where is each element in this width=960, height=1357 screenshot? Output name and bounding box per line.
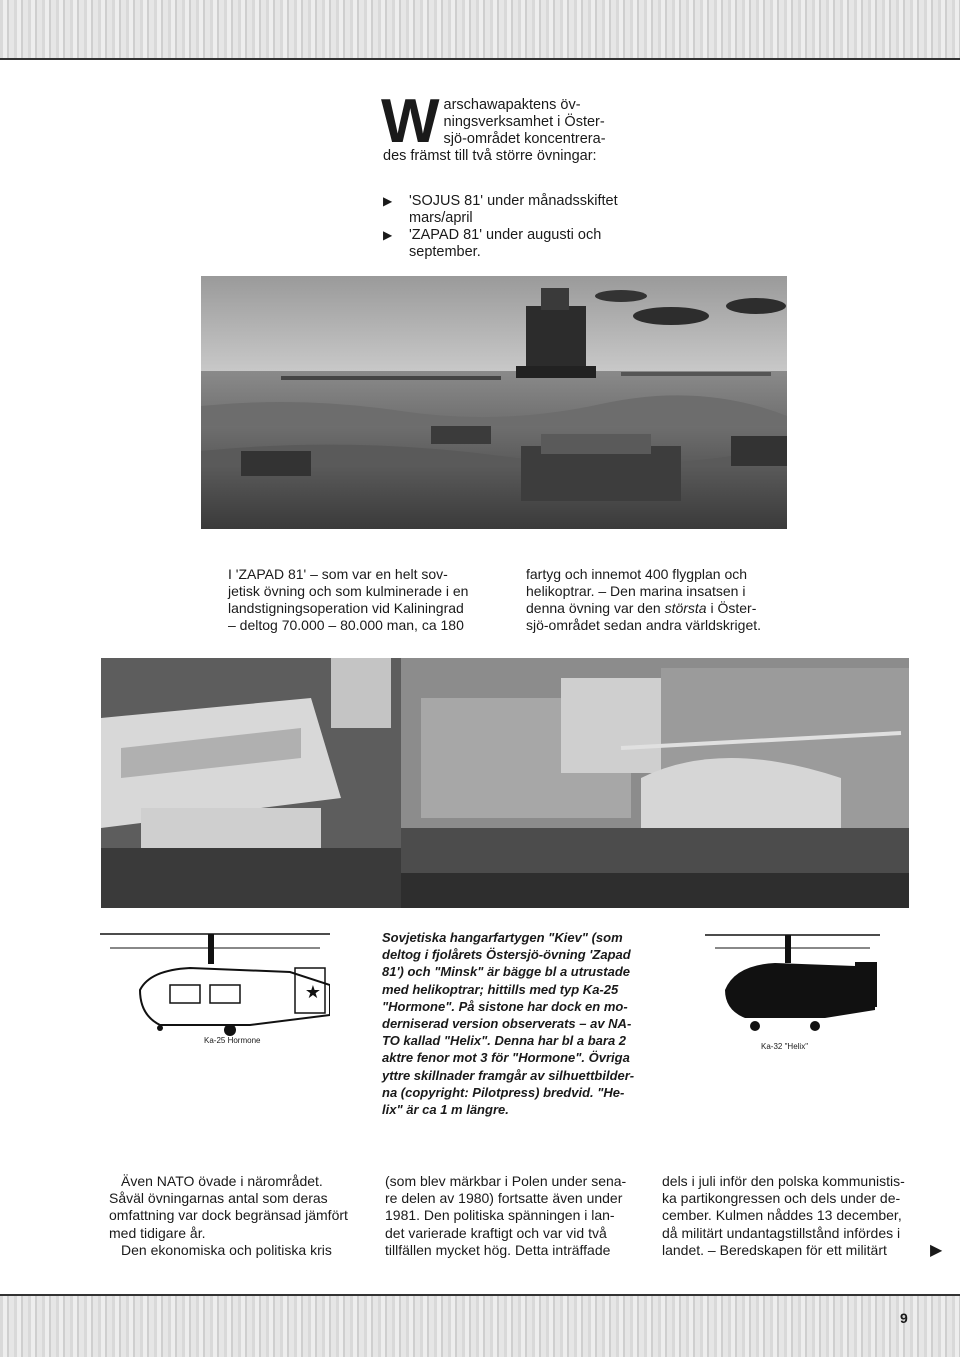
text-line: 1981. Den politiska spänningen i lan- <box>385 1207 615 1224</box>
bullet-icon: ▶ <box>383 228 393 242</box>
caption-line: deltog i fjolårets Östersjö-övning 'Zapad <box>382 947 631 963</box>
text-run: i Öster- <box>706 600 757 616</box>
intro-line: des främst till två större övningar: <box>383 148 597 164</box>
list-item-line: 'ZAPAD 81' under augusti och <box>409 227 602 243</box>
text-line: då militärt undantagstillstånd infördes i <box>662 1224 901 1241</box>
text-line: Såväl övningarnas antal som deras <box>109 1190 328 1207</box>
page-number: 9 <box>900 1310 908 1326</box>
text-line: Även NATO övade i närområdet. <box>121 1173 323 1189</box>
list-item <box>383 193 663 227</box>
text-line: landstigningsoperation vid Kaliningrad <box>228 600 464 616</box>
text-line: sjö-området sedan andra världskriget. <box>526 617 762 633</box>
body-column-2 <box>385 1173 630 1259</box>
ka32-silhouette <box>705 930 880 1060</box>
caption-line: yttre skillnader framgår av silhuettbilder- <box>382 1067 635 1083</box>
bottom-halftone-band <box>0 1296 960 1357</box>
caption-line: 81') och "Minsk" är bägge bl a utrustade <box>382 964 631 980</box>
text-line: cember. Kulmen nåddes 13 december, <box>662 1207 902 1224</box>
caption-line: "Hormone". På sistone har dock en mo- <box>382 998 628 1014</box>
text-line: (som blev märkbar i Polen under sena- <box>385 1173 627 1189</box>
text-line: jetisk övning och som kulminerade i en <box>228 583 469 599</box>
text-line: dels i juli inför den polska kommunistis- <box>662 1173 905 1189</box>
caption-line: med helikoptrar; hittills med typ Ka-25 <box>382 981 619 997</box>
text-line: re delen av 1980) fortsatte även under <box>385 1190 623 1207</box>
list-item <box>383 227 663 261</box>
text-line: med tidigare år. <box>109 1224 206 1241</box>
caption-line: TO kallad "Helix". Denna har bl a bara 2 <box>382 1033 627 1049</box>
intro-line: arschawapaktens öv- <box>443 97 581 113</box>
mid-text-left <box>228 566 488 634</box>
text-line: ka partikongressen och dels under de- <box>662 1190 901 1207</box>
text-line: omfattning var dock begränsad jämfört <box>109 1207 348 1224</box>
caption-line: Sovjetiska hangarfartygen "Kiev" (som <box>382 930 623 945</box>
intro-line: ningsverksamhet i Öster- <box>443 114 605 130</box>
landing-exercise-photo <box>201 276 787 529</box>
top-rule <box>0 58 960 60</box>
caption-line: lix" är ca 1 m längre. <box>382 1102 509 1118</box>
ka32-label: Ka-32 "Helix" <box>761 1042 809 1051</box>
text-line: landet. – Beredskapen för ett militärt <box>662 1241 887 1258</box>
intro-line: sjö-området koncentrera- <box>443 131 606 147</box>
mid-text-right <box>526 566 806 634</box>
bullet-icon: ▶ <box>383 194 393 208</box>
ka25-silhouette <box>100 930 330 1050</box>
list-item-line: 'SOJUS 81' under månadsskiftet <box>409 193 618 209</box>
text-line: tillfällen mycket hög. Detta inträffade <box>385 1241 611 1258</box>
body-column-3 <box>662 1173 912 1259</box>
carrier-deck-photo <box>101 658 909 908</box>
caption-line: na (copyright: Pilotpress) bredvid. "He- <box>382 1084 625 1100</box>
list-item-line: september. <box>409 244 481 260</box>
intro-paragraph <box>381 87 661 165</box>
continue-arrow-icon: ▶ <box>930 1242 943 1259</box>
caption-line: derniserad version observerats – av NA- <box>382 1016 632 1032</box>
dropcap: W <box>381 87 440 156</box>
text-line: – deltog 70.000 – 80.000 man, ca 180 <box>228 617 464 633</box>
text-line: det varierade kraftigt och var vid två <box>385 1224 607 1241</box>
top-halftone-band <box>0 0 960 58</box>
helicopter-icon <box>100 930 330 1050</box>
text-line: helikoptrar. – Den marina insatsen i <box>526 583 746 599</box>
text-line <box>526 600 806 617</box>
helicopter-icon <box>705 930 880 1040</box>
photo-caption <box>382 929 642 1118</box>
text-line: Den ekonomiska och politiska kris <box>121 1241 332 1258</box>
exercise-list <box>383 193 663 261</box>
ka25-label: Ka-25 Hormone <box>204 1036 261 1045</box>
text-run: denna övning var den <box>526 600 665 616</box>
emphasis: största <box>664 600 707 616</box>
caption-line: aktre fenor mot 3 för "Hormone". Övriga <box>382 1050 630 1066</box>
body-column-1 <box>109 1173 358 1259</box>
svg-text:★: ★ <box>304 982 322 1002</box>
list-item-line: mars/april <box>409 210 473 226</box>
text-line: fartyg och innemot 400 flygplan och <box>526 566 748 582</box>
text-line: I 'ZAPAD 81' – som var en helt sov- <box>228 566 448 582</box>
